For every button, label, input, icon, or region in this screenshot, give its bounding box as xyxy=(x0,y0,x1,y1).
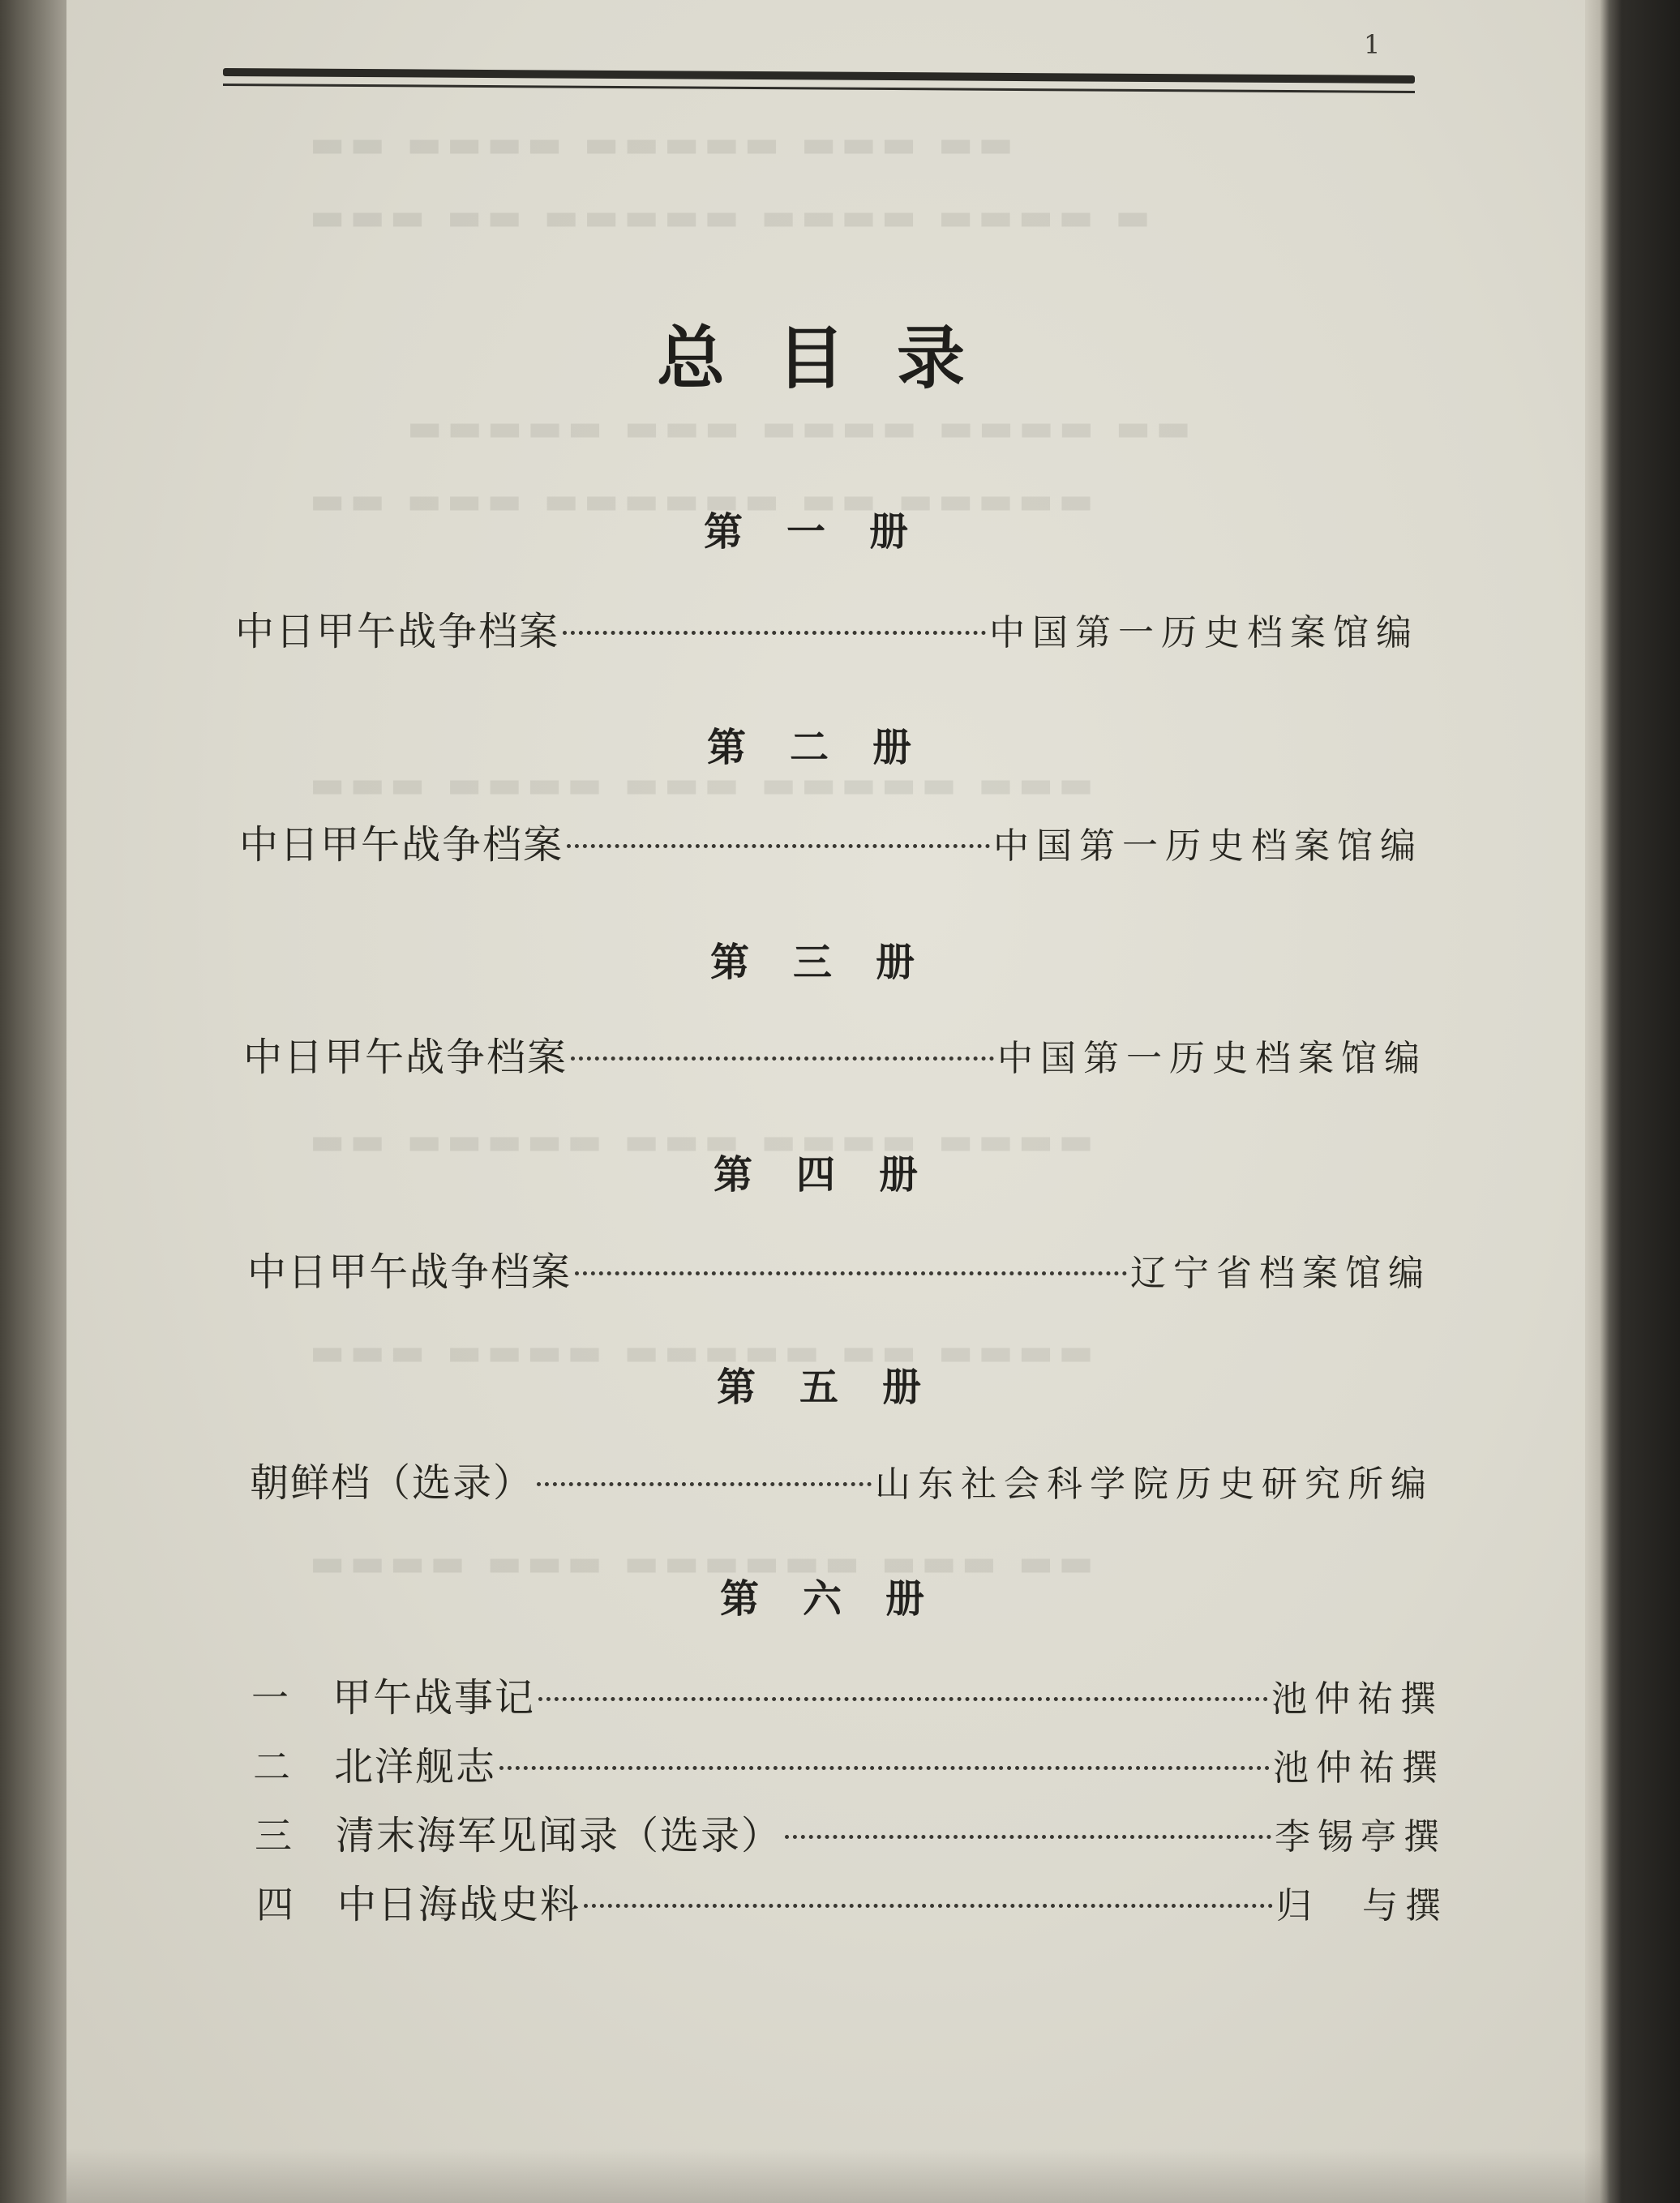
entry-author: 山东社会科学院历史研究所编 xyxy=(875,1464,1434,1505)
dot-leader xyxy=(785,1835,1271,1839)
toc-entry xyxy=(251,1666,1443,1722)
entry-title: 朝鲜档（选录） xyxy=(250,1460,534,1506)
entry-title: 中日甲午战争档案 xyxy=(235,609,560,654)
toc-entry xyxy=(253,1735,1445,1791)
book-cover-edge xyxy=(1585,0,1680,2203)
volume-heading-4: 第四册 xyxy=(714,1152,962,1198)
volume-heading-6: 第六册 xyxy=(720,1576,969,1622)
toc-entry xyxy=(250,1451,1434,1507)
entry-title: 北洋舰志 xyxy=(334,1744,497,1789)
entry-number: 四 xyxy=(256,1883,294,1927)
dot-leader xyxy=(537,1482,872,1486)
page-bottom-shadow xyxy=(66,2149,1607,2203)
entry-author: 中国第一历史档案馆编 xyxy=(993,825,1423,867)
entry-author: 归 与撰 xyxy=(1276,1885,1448,1927)
toc-entry xyxy=(239,813,1423,869)
page-title: 总目录 xyxy=(657,319,1018,398)
dot-leader xyxy=(575,1271,1127,1275)
entry-title: 清末海军见闻录（选录） xyxy=(336,1813,782,1858)
dot-leader xyxy=(567,844,990,848)
entry-author: 中国第一历史档案馆编 xyxy=(997,1038,1427,1079)
entry-number: 三 xyxy=(255,1814,292,1858)
show-through-text: ▬▬▬ ▬▬▬▬ ▬▬▬▬▬ ▬▬ ▬▬▬▬ xyxy=(310,1330,1099,1374)
show-through-text: ▬▬ ▬▬▬▬ ▬▬▬▬▬ ▬▬▬ ▬▬ xyxy=(310,122,1018,165)
volume-heading-2: 第二册 xyxy=(707,725,956,770)
dot-leader xyxy=(499,1766,1270,1770)
toc-entry xyxy=(255,1804,1446,1860)
show-through-text: ▬▬▬ ▬▬▬▬ ▬▬▬ ▬▬▬▬▬ ▬▬▬ xyxy=(310,762,1099,806)
page-number: 1 xyxy=(1364,29,1381,60)
dot-leader xyxy=(584,1904,1273,1908)
entry-author: 中国第一历史档案馆编 xyxy=(989,612,1419,654)
dot-leader xyxy=(563,631,986,635)
show-through-text: ▬▬▬▬▬ ▬▬▬ ▬▬▬▬ ▬▬▬▬ ▬▬ xyxy=(407,405,1196,449)
entry-title: 甲午战事记 xyxy=(332,1675,536,1721)
toc-entry xyxy=(256,1873,1448,1929)
entry-title: 中日甲午战争档案 xyxy=(243,1035,568,1080)
toc-entry xyxy=(235,600,1419,656)
entry-number: 一 xyxy=(251,1676,289,1720)
entry-number: 二 xyxy=(253,1745,290,1789)
toc-entry xyxy=(247,1241,1431,1297)
entry-title: 中日甲午战争档案 xyxy=(247,1249,572,1295)
volume-heading-1: 第一册 xyxy=(704,509,953,555)
show-through-text: ▬▬ ▬▬▬▬▬ ▬▬▬ ▬▬▬▬ ▬▬▬▬ xyxy=(310,1119,1099,1163)
entry-author: 池仲祐撰 xyxy=(1271,1678,1443,1720)
show-through-text: ▬▬▬ ▬▬ ▬▬▬▬▬ ▬▬▬▬ ▬▬▬▬ ▬ xyxy=(310,195,1155,238)
entry-author: 池仲祐撰 xyxy=(1273,1747,1445,1789)
entry-author: 辽宁省档案馆编 xyxy=(1130,1253,1431,1294)
entry-author: 李锡亭撰 xyxy=(1275,1816,1446,1858)
volume-heading-5: 第五册 xyxy=(717,1365,966,1410)
dot-leader xyxy=(571,1056,994,1061)
entry-title: 中日甲午战争档案 xyxy=(239,822,564,868)
show-through-text: ▬▬ ▬▬▬ ▬▬▬▬▬▬ ▬▬ ▬▬▬▬▬ xyxy=(310,478,1099,522)
dot-leader xyxy=(538,1697,1268,1701)
entry-title: 中日海战史料 xyxy=(337,1882,581,1927)
toc-entry xyxy=(243,1026,1427,1082)
show-through-text: ▬▬▬▬ ▬▬▬ ▬▬▬▬▬▬ ▬▬▬ ▬▬ xyxy=(310,1541,1099,1584)
volume-heading-3: 第三册 xyxy=(710,940,959,985)
